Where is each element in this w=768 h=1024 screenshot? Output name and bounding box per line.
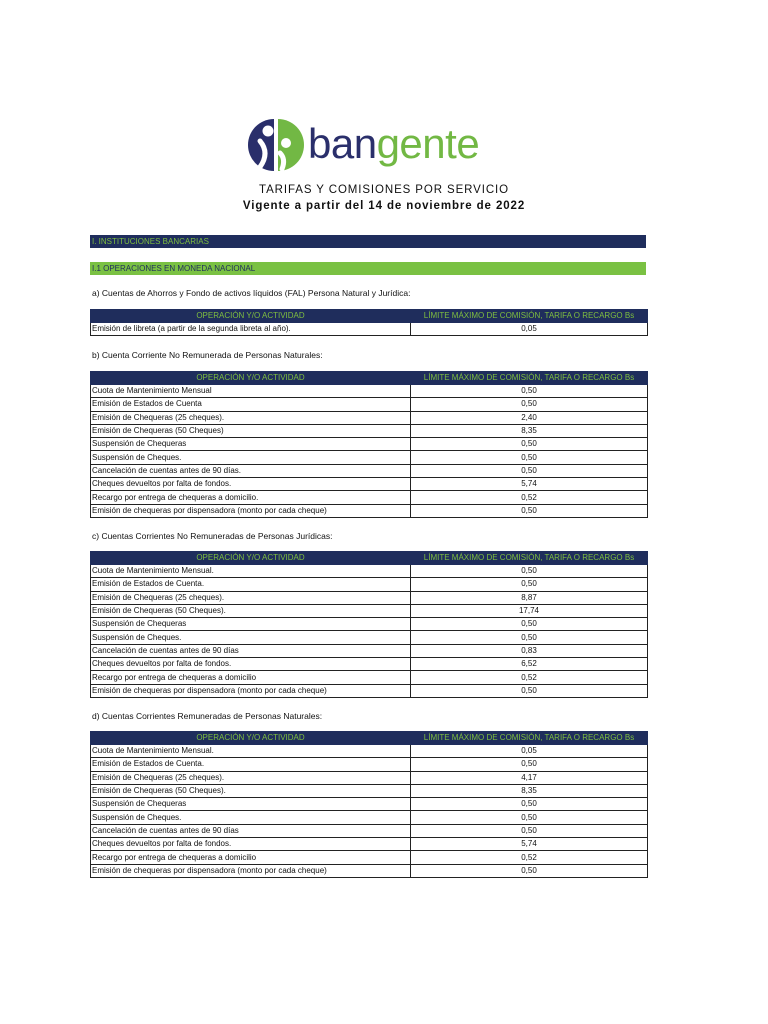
header-limite: LÍMITE MÁXIMO DE COMISIÓN, TARIFA O RECARGO Bs xyxy=(411,372,648,385)
document-title: TARIFAS Y COMISIONES POR SERVICIO xyxy=(259,184,509,196)
table-row xyxy=(91,565,648,578)
header-operacion: OPERACIÓN Y/O ACTIVIDAD xyxy=(91,372,411,385)
table-header-row xyxy=(91,310,648,323)
fee-cell: 2,40 xyxy=(411,411,648,424)
fee-cell: 0,50 xyxy=(411,438,648,451)
operation-cell: Suspensión de Cheques. xyxy=(91,451,411,464)
fee-cell: 5,74 xyxy=(411,838,648,851)
fee-cell: 4,17 xyxy=(411,771,648,784)
table-label-corriente-juridicas: c) Cuentas Corrientes No Remuneradas de Personas Jurídicas: xyxy=(92,531,333,541)
operation-cell: Cuota de Mantenimiento Mensual. xyxy=(91,745,411,758)
operation-cell: Cheques devueltos por falta de fondos. xyxy=(91,478,411,491)
table-label-ahorros-fal: a) Cuentas de Ahorros y Fondo de activos líquidos (FAL) Persona Natural y Jurídica: xyxy=(92,288,411,298)
operation-cell: Cheques devueltos por falta de fondos. xyxy=(91,658,411,671)
table-row xyxy=(91,398,648,411)
fee-table-ahorros-fal xyxy=(90,309,648,336)
operation-cell: Emisión de Estados de Cuenta xyxy=(91,398,411,411)
table-row xyxy=(91,385,648,398)
fee-cell: 0,50 xyxy=(411,684,648,697)
table-row xyxy=(91,464,648,477)
operation-cell: Emisión de Chequeras (25 cheques). xyxy=(91,411,411,424)
fee-cell: 5,74 xyxy=(411,478,648,491)
fee-cell: 0,50 xyxy=(411,385,648,398)
operation-cell: Emisión de Chequeras (50 Cheques) xyxy=(91,424,411,437)
table-row xyxy=(91,618,648,631)
fee-table-remuneradas-naturales xyxy=(90,731,648,878)
operation-cell: Emisión de Chequeras (50 Cheques). xyxy=(91,604,411,617)
operation-cell: Emisión de libreta (a partir de la segunda libreta al año). xyxy=(91,323,411,336)
fee-cell: 17,74 xyxy=(411,604,648,617)
header-limite: LÍMITE MÁXIMO DE COMISIÓN, TARIFA O RECARGO Bs xyxy=(411,732,648,745)
operation-cell: Emisión de Estados de Cuenta. xyxy=(91,758,411,771)
table-row xyxy=(91,424,648,437)
table-header-row xyxy=(91,372,648,385)
table-row xyxy=(91,591,648,604)
fee-cell: 0,50 xyxy=(411,565,648,578)
section-bar: I. INSTITUCIONES BANCARIAS xyxy=(90,235,646,248)
header-operacion: OPERACIÓN Y/O ACTIVIDAD xyxy=(91,310,411,323)
header-limite: LÍMITE MÁXIMO DE COMISIÓN, TARIFA O RECARGO Bs xyxy=(411,310,648,323)
fee-cell: 0,05 xyxy=(411,323,648,336)
header-limite: LÍMITE MÁXIMO DE COMISIÓN, TARIFA O RECARGO Bs xyxy=(411,552,648,565)
bangente-logo-text xyxy=(308,120,479,168)
table-row xyxy=(91,851,648,864)
operation-cell: Suspensión de Cheques. xyxy=(91,811,411,824)
operation-cell: Cuota de Mantenimiento Mensual xyxy=(91,385,411,398)
fee-cell: 0,52 xyxy=(411,671,648,684)
table-row xyxy=(91,323,648,336)
fee-cell: 0,50 xyxy=(411,811,648,824)
table-row xyxy=(91,671,648,684)
table-row xyxy=(91,784,648,797)
operation-cell: Cheques devueltos por falta de fondos. xyxy=(91,838,411,851)
table-row xyxy=(91,644,648,657)
bangente-logo xyxy=(248,117,498,173)
table-header-row xyxy=(91,552,648,565)
table-row xyxy=(91,411,648,424)
table-row xyxy=(91,658,648,671)
table-row xyxy=(91,771,648,784)
operation-cell: Recargo por entrega de chequeras a domicilio. xyxy=(91,491,411,504)
operation-cell: Cancelación de cuentas antes de 90 días xyxy=(91,824,411,837)
operation-cell: Recargo por entrega de chequeras a domicilio xyxy=(91,671,411,684)
fee-cell: 0,50 xyxy=(411,618,648,631)
header-operacion: OPERACIÓN Y/O ACTIVIDAD xyxy=(91,732,411,745)
table-label-remuneradas-naturales: d) Cuentas Corrientes Remuneradas de Personas Naturales: xyxy=(92,711,323,721)
operation-cell: Emisión de chequeras por dispensadora (monto por cada cheque) xyxy=(91,684,411,697)
fee-cell: 8,35 xyxy=(411,784,648,797)
table-row xyxy=(91,438,648,451)
operation-cell: Suspensión de Chequeras xyxy=(91,798,411,811)
operation-cell: Recargo por entrega de chequeras a domicilio xyxy=(91,851,411,864)
fee-cell: 0,50 xyxy=(411,398,648,411)
operation-cell: Suspensión de Chequeras xyxy=(91,438,411,451)
fee-cell: 8,35 xyxy=(411,424,648,437)
table-row xyxy=(91,684,648,697)
fee-cell: 0,50 xyxy=(411,798,648,811)
table-row xyxy=(91,798,648,811)
fee-cell: 0,83 xyxy=(411,644,648,657)
operation-cell: Cancelación de cuentas antes de 90 días xyxy=(91,644,411,657)
fee-cell: 0,50 xyxy=(411,824,648,837)
table-row xyxy=(91,811,648,824)
operation-cell: Cancelación de cuentas antes de 90 días. xyxy=(91,464,411,477)
table-row xyxy=(91,824,648,837)
operation-cell: Emisión de Estados de Cuenta. xyxy=(91,578,411,591)
operation-cell: Cuota de Mantenimiento Mensual. xyxy=(91,565,411,578)
fee-table-corriente-naturales xyxy=(90,371,648,518)
fee-cell: 6,52 xyxy=(411,658,648,671)
fee-cell: 0,50 xyxy=(411,758,648,771)
fee-cell: 0,50 xyxy=(411,504,648,517)
fee-cell: 0,50 xyxy=(411,578,648,591)
table-row xyxy=(91,758,648,771)
operation-cell: Emisión de chequeras por dispensadora (monto por cada cheque) xyxy=(91,504,411,517)
table-row xyxy=(91,504,648,517)
operation-cell: Emisión de Chequeras (50 Cheques). xyxy=(91,784,411,797)
fee-cell: 0,50 xyxy=(411,464,648,477)
table-row xyxy=(91,838,648,851)
fee-cell: 0,52 xyxy=(411,851,648,864)
fee-cell: 0,50 xyxy=(411,864,648,877)
bangente-logo-icon xyxy=(248,117,304,173)
operation-cell: Emisión de Chequeras (25 cheques). xyxy=(91,771,411,784)
logo-text-gente: gente xyxy=(376,120,480,167)
table-row xyxy=(91,864,648,877)
fee-cell: 0,50 xyxy=(411,631,648,644)
table-row xyxy=(91,478,648,491)
table-row xyxy=(91,745,648,758)
table-label-corriente-naturales: b) Cuenta Corriente No Remunerada de Personas Naturales: xyxy=(92,350,323,360)
fee-table-corriente-juridicas xyxy=(90,551,648,698)
table-header-row xyxy=(91,732,648,745)
table-row xyxy=(91,578,648,591)
subsection-bar: I.1 OPERACIONES EN MONEDA NACIONAL xyxy=(90,262,646,275)
operation-cell: Emisión de chequeras por dispensadora (monto por cada cheque) xyxy=(91,864,411,877)
fee-cell: 0,50 xyxy=(411,451,648,464)
operation-cell: Suspensión de Cheques. xyxy=(91,631,411,644)
logo-text-ban: ban xyxy=(308,120,377,167)
table-row xyxy=(91,604,648,617)
fee-cell: 0,52 xyxy=(411,491,648,504)
table-row xyxy=(91,451,648,464)
table-row xyxy=(91,631,648,644)
table-row xyxy=(91,491,648,504)
operation-cell: Emisión de Chequeras (25 cheques). xyxy=(91,591,411,604)
fee-cell: 0,05 xyxy=(411,745,648,758)
document-subtitle: Vigente a partir del 14 de noviembre de 2022 xyxy=(242,200,526,212)
fee-cell: 8,87 xyxy=(411,591,648,604)
header-operacion: OPERACIÓN Y/O ACTIVIDAD xyxy=(91,552,411,565)
operation-cell: Suspensión de Chequeras xyxy=(91,618,411,631)
